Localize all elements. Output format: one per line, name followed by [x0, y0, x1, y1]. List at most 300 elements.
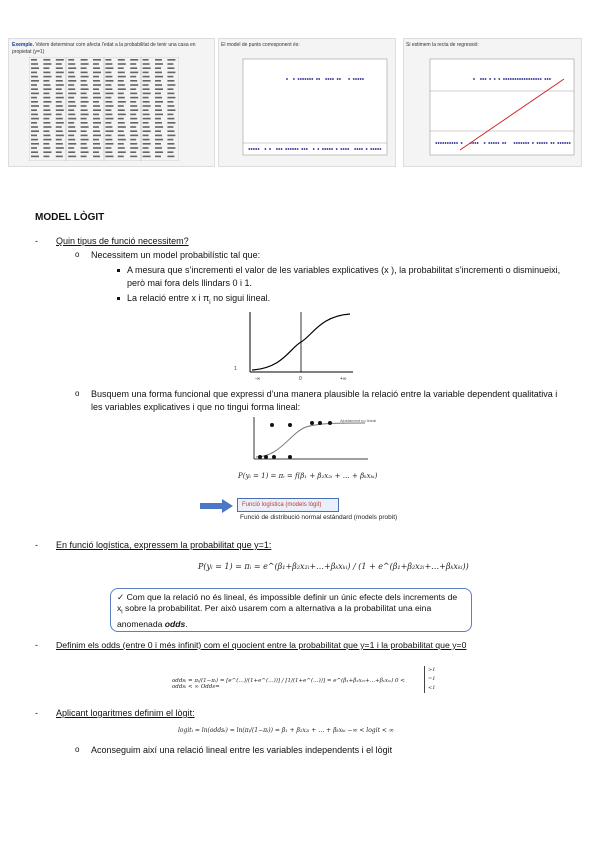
- table-cell-mark: [155, 151, 163, 153]
- odds-heading: Definim els odds (entre 0 i més infinit) com el quocient entre la probabilitat que y=1 i la probabilitat que y=0: [56, 640, 467, 650]
- table-cell-mark: [31, 84, 37, 86]
- table-cell-mark: [56, 59, 64, 61]
- logit-box: Funció logística (models lògit): [237, 498, 339, 512]
- logit-heading: Aplicant logaritmes definim el lògit:: [56, 708, 195, 718]
- table-cell-mark: [43, 97, 50, 99]
- table-cell-mark: [56, 143, 63, 145]
- table-cell-mark: [31, 63, 38, 65]
- scatter-point: [525, 142, 527, 144]
- scatter-point: [370, 148, 372, 150]
- scatter-point: [373, 148, 375, 150]
- table-cell-mark: [68, 126, 75, 128]
- table-cell-mark: [105, 151, 112, 153]
- table-cell-mark: [43, 101, 51, 103]
- scatter-point: [343, 148, 345, 150]
- table-cell-mark: [93, 101, 99, 103]
- scatter-point: [508, 78, 510, 80]
- table-cell-mark: [81, 101, 89, 103]
- scatter-point: [255, 148, 257, 150]
- table-cell-mark: [143, 67, 151, 69]
- table-cell-mark: [68, 130, 76, 132]
- table-cell-mark: [167, 147, 175, 149]
- scatter-point: [461, 142, 463, 144]
- table-cell-mark: [130, 84, 138, 86]
- table-cell-mark: [56, 126, 62, 128]
- table-cell-mark: [31, 72, 37, 74]
- scatter-point: [521, 78, 523, 80]
- table-cell-mark: [93, 59, 101, 61]
- dash-bullet: -: [35, 640, 38, 650]
- table-cell-mark: [167, 130, 174, 132]
- scatter-point: [337, 78, 339, 80]
- table-cell-mark: [143, 101, 150, 103]
- scatter-point: [488, 142, 490, 144]
- table-cell-mark: [118, 93, 124, 95]
- table-cell-mark: [130, 80, 137, 82]
- table-cell-mark: [167, 80, 174, 82]
- table-cell-mark: [31, 109, 37, 111]
- table-cell-mark: [167, 135, 175, 137]
- table-cell-mark: [130, 105, 137, 107]
- table-cell-mark: [118, 84, 125, 86]
- table-cell-mark: [155, 97, 162, 99]
- scatter-point: [301, 148, 303, 150]
- scatter-point: [276, 148, 278, 150]
- scatter-point: [288, 148, 290, 150]
- table-cell-mark: [105, 109, 111, 111]
- table-cell-mark: [68, 122, 74, 124]
- table-cell-mark: [105, 118, 113, 120]
- logit-formula: logitᵢ = ln(oddsᵢ) = ln(πᵢ/(1−πᵢ)) = β₁ + β₂x₂ᵢ + … + βₖxₖᵢ −∞ < logit < ∞: [178, 727, 394, 734]
- table-cell-mark: [56, 80, 63, 82]
- odds-cases: >1 =1 <1: [424, 666, 435, 693]
- table-cell-mark: [118, 118, 124, 120]
- table-cell-mark: [130, 114, 136, 116]
- table-cell-mark: [118, 80, 124, 82]
- arrow-icon: [200, 498, 234, 514]
- dash-bullet: -: [35, 708, 38, 718]
- scatter-point: [258, 148, 260, 150]
- table-cell-mark: [155, 88, 163, 90]
- scatter-point: [366, 148, 368, 150]
- table-cell-mark: [118, 122, 125, 124]
- scatter-point: [519, 78, 521, 80]
- dash-bullet: -: [35, 540, 38, 550]
- scatter-point: [562, 142, 564, 144]
- table-cell-mark: [155, 156, 161, 158]
- table-cell-mark: [118, 59, 125, 61]
- scatter-point: [517, 78, 519, 80]
- table-cell-mark: [56, 101, 62, 103]
- sub-sub-point: A mesura que s’incrementi el valor de les variables explicatives (x ), la probabilitat s’incrementi o disminueixi, però mai fora dels llindars 0 i 1.: [127, 265, 561, 288]
- table-cell-mark: [167, 118, 174, 120]
- table-cell-mark: [56, 122, 64, 124]
- table-cell-mark: [130, 109, 138, 111]
- scatter-point: [532, 142, 534, 144]
- table-cell-mark: [130, 63, 136, 65]
- table-cell-mark: [130, 130, 137, 132]
- table-cell-mark: [105, 130, 113, 132]
- scatter-point: [521, 142, 523, 144]
- scatter-point: [452, 142, 454, 144]
- table-cell-mark: [167, 151, 173, 153]
- scatter-point: [544, 78, 546, 80]
- table-cell-mark: [93, 139, 99, 141]
- regression-panel: [403, 38, 582, 167]
- scatter-point: [440, 142, 442, 144]
- table-cell-mark: [105, 139, 112, 141]
- table-cell-mark: [31, 105, 39, 107]
- scatter-point: [540, 78, 542, 80]
- scatter-point: [331, 148, 333, 150]
- table-cell-mark: [155, 118, 161, 120]
- table-cell-mark: [155, 109, 162, 111]
- table-cell-mark: [68, 80, 76, 82]
- table-cell-mark: [105, 67, 113, 69]
- table-cell-mark: [93, 97, 101, 99]
- table-cell-mark: [31, 147, 37, 149]
- table-cell-mark: [81, 84, 88, 86]
- scatter-point: [504, 142, 506, 144]
- table-cell-mark: [130, 59, 138, 61]
- scatter-point: [489, 78, 491, 80]
- sigmoid-side-label: 1: [234, 366, 237, 372]
- table-cell-mark: [68, 76, 75, 78]
- scatter-point: [325, 78, 327, 80]
- table-cell-mark: [68, 67, 76, 69]
- scatter-point: [359, 148, 361, 150]
- table-cell-mark: [130, 156, 137, 158]
- table-cell-mark: [105, 135, 111, 137]
- scatter-point: [494, 78, 496, 80]
- table-cell-mark: [118, 63, 126, 65]
- table-cell-mark: [167, 97, 175, 99]
- scatter-point: [456, 142, 458, 144]
- table-cell-mark: [56, 114, 62, 116]
- table-cell-mark: [68, 147, 74, 149]
- table-cell-mark: [167, 122, 175, 124]
- table-cell-mark: [93, 63, 99, 65]
- table-cell-mark: [81, 151, 89, 153]
- scatter-point: [544, 142, 546, 144]
- table-cell-mark: [93, 118, 100, 120]
- scatter-point: [304, 148, 306, 150]
- sub-point: Necessitem un model probabilístic tal que:: [91, 250, 261, 260]
- table-cell-mark: [31, 101, 38, 103]
- table-cell-mark: [143, 139, 150, 141]
- scatter-point: [339, 78, 341, 80]
- table-cell-mark: [155, 126, 163, 128]
- table-cell-mark: [81, 59, 88, 61]
- scatter-point: [477, 142, 479, 144]
- sigmoid-tick-pos: +∞: [340, 376, 347, 382]
- table-cell-mark: [155, 59, 162, 61]
- table-cell-mark: [143, 147, 149, 149]
- table-cell-mark: [43, 109, 50, 111]
- table-cell-mark: [130, 143, 137, 145]
- table-cell-mark: [118, 97, 125, 99]
- scatter-point: [318, 78, 320, 80]
- scatter-point: [322, 148, 324, 150]
- sigmoid-tick-neg: -∞: [255, 376, 261, 382]
- table-cell-mark: [143, 84, 149, 86]
- scatter-point: [454, 142, 456, 144]
- scatter-point: [498, 78, 500, 80]
- table-cell-mark: [43, 80, 49, 82]
- table-cell-mark: [68, 72, 74, 74]
- regression-title: Si estimem la recta de regressió:: [406, 42, 479, 48]
- dash-bullet: -: [35, 236, 38, 246]
- table-cell-mark: [130, 151, 136, 153]
- table-cell-mark: [143, 122, 149, 124]
- table-cell-mark: [143, 63, 150, 65]
- scatter-point: [503, 78, 505, 80]
- scatter-point: [449, 142, 451, 144]
- scatter-point: [313, 148, 315, 150]
- table-cell-mark: [43, 105, 49, 107]
- table-cell-mark: [31, 118, 39, 120]
- table-cell-mark: [81, 76, 89, 78]
- table-cell-mark: [31, 130, 39, 132]
- scatter-point: [491, 142, 493, 144]
- scatter-point: [362, 78, 364, 80]
- scatter-point: [567, 142, 569, 144]
- table-cell-mark: [143, 105, 151, 107]
- scatter-point: [329, 148, 331, 150]
- table-cell-mark: [43, 139, 51, 141]
- section-title: MODEL LÒGIT: [35, 212, 105, 223]
- scatter-point: [253, 148, 255, 150]
- table-cell-mark: [81, 126, 89, 128]
- table-cell-mark: [31, 59, 37, 61]
- table-cell-mark: [43, 84, 50, 86]
- table-cell-mark: [93, 67, 100, 69]
- scatter-point: [302, 78, 304, 80]
- scatter-point: [265, 148, 267, 150]
- table-cell-mark: [81, 105, 87, 107]
- scatter-point: [311, 78, 313, 80]
- table-cell-mark: [43, 72, 50, 74]
- table-cell-mark: [155, 122, 162, 124]
- table-cell-mark: [93, 147, 101, 149]
- table-cell-mark: [105, 105, 113, 107]
- table-cell-mark: [31, 156, 39, 158]
- table-cell-mark: [167, 72, 175, 74]
- scatter-point: [278, 148, 280, 150]
- table-cell-mark: [105, 143, 113, 145]
- scatter-point: [533, 78, 535, 80]
- table-cell-mark: [56, 67, 63, 69]
- table-cell-mark: [68, 156, 76, 158]
- scatter-point: [445, 142, 447, 144]
- scatter-point: [330, 78, 332, 80]
- scatter-point: [539, 142, 541, 144]
- table-cell-mark: [130, 97, 138, 99]
- table-cell-mark: [130, 122, 138, 124]
- scatter-point: [535, 78, 537, 80]
- sub-point-2: Busquem una forma funcional que expressi d’una manera plausible la relació entre la variable dependent qualitativa i les variables explicatives i que no tingui forma lineal:: [91, 389, 558, 412]
- table-cell-mark: [31, 88, 38, 90]
- table-cell-mark: [143, 135, 149, 137]
- scatter-point: [524, 78, 526, 80]
- table-cell-mark: [155, 80, 161, 82]
- scatter-point: [327, 148, 329, 150]
- scatter-point: [518, 142, 520, 144]
- table-cell-mark: [118, 76, 126, 78]
- scatter-point: [305, 78, 307, 80]
- circle-bullet: o: [75, 745, 80, 754]
- table-cell-mark: [43, 63, 51, 65]
- sub-sub-point-2: La relació entre x i $\pi_i$ no sigui lineal.: [127, 293, 271, 306]
- table-cell-mark: [68, 97, 74, 99]
- table-cell-mark: [105, 76, 112, 78]
- scatter-point: [328, 78, 330, 80]
- table-cell-mark: [56, 93, 63, 95]
- table-cell-mark: [93, 76, 99, 78]
- table-cell-mark: [68, 59, 74, 61]
- table-cell-mark: [43, 114, 51, 116]
- table-cell-mark: [155, 76, 163, 78]
- table-cell-mark: [43, 67, 49, 69]
- table-cell-mark: [93, 84, 101, 86]
- scatter-point: [550, 142, 552, 144]
- scatter-point: [505, 78, 507, 80]
- fig-annotation: Ajustament no lineal: [340, 418, 377, 423]
- table-cell-mark: [81, 109, 88, 111]
- logistic-formula: P(yᵢ = 1) = πᵢ = e^(β₁+β₂x₂ᵢ+…+βₖxₖᵢ) / (1 + e^(β₁+β₂x₂ᵢ+…+βₖxₖᵢ)): [198, 562, 469, 571]
- table-cell-mark: [31, 76, 38, 78]
- scatter-point: [298, 78, 300, 80]
- scatter-point: [510, 78, 512, 80]
- table-cell-mark: [81, 147, 88, 149]
- table-cell-mark: [105, 80, 113, 82]
- table-cell-mark: [56, 105, 63, 107]
- table-cell-mark: [68, 118, 76, 120]
- scatter-point: [472, 142, 474, 144]
- table-cell-mark: [130, 72, 138, 74]
- table-cell-mark: [118, 147, 125, 149]
- scatter-point: [512, 78, 514, 80]
- scatter-point: [290, 148, 292, 150]
- table-cell-mark: [93, 105, 100, 107]
- table-cell-mark: [56, 130, 63, 132]
- scatter-point: [380, 148, 382, 150]
- table-cell-mark: [167, 63, 173, 65]
- table-cell-mark: [155, 139, 163, 141]
- table-cell-mark: [43, 147, 50, 149]
- scatter-point: [549, 78, 551, 80]
- table-cell-mark: [68, 88, 75, 90]
- scatter-point: [485, 78, 487, 80]
- scatter-point: [345, 148, 347, 150]
- table-cell-mark: [155, 63, 163, 65]
- scatter-point: [377, 148, 379, 150]
- table-cell-mark: [43, 93, 49, 95]
- table-cell-mark: [130, 135, 138, 137]
- table-cell-mark: [130, 88, 136, 90]
- scatter-point: [307, 78, 309, 80]
- table-cell-mark: [118, 101, 126, 103]
- table-cell-mark: [81, 143, 87, 145]
- sigmoid-tick-zero: 0: [299, 376, 302, 382]
- table-cell-mark: [31, 139, 38, 141]
- table-cell-mark: [167, 67, 174, 69]
- scatter-point: [435, 142, 437, 144]
- table-cell-mark: [43, 130, 49, 132]
- scatter-point: [547, 78, 549, 80]
- scatter-point: [523, 142, 525, 144]
- table-cell-mark: [143, 130, 151, 132]
- table-cell-mark: [81, 63, 89, 65]
- scatter-point: [438, 142, 440, 144]
- scatter-point: [300, 78, 302, 80]
- table-cell-mark: [31, 122, 37, 124]
- table-cell-mark: [56, 139, 62, 141]
- table-cell-mark: [143, 72, 149, 74]
- table-cell-mark: [167, 109, 175, 111]
- table-cell-mark: [56, 97, 64, 99]
- table-cell-mark: [130, 126, 136, 128]
- table-cell-mark: [143, 114, 150, 116]
- scatter-point: [528, 78, 530, 80]
- table-cell-mark: [118, 67, 124, 69]
- table-cell-mark: [143, 118, 151, 120]
- scatter-point: [281, 148, 283, 150]
- table-cell-mark: [155, 84, 162, 86]
- square-bullet: [117, 297, 120, 300]
- table-cell-mark: [167, 105, 174, 107]
- table-cell-mark: [31, 93, 39, 95]
- callout-box: [110, 588, 472, 632]
- table-cell-mark: [105, 63, 112, 65]
- scatter-point: [340, 148, 342, 150]
- table-cell-mark: [56, 151, 62, 153]
- scatter-point: [482, 78, 484, 80]
- table-cell-mark: [155, 135, 162, 137]
- table-cell-mark: [105, 93, 113, 95]
- table-cell-mark: [105, 122, 111, 124]
- table-cell-mark: [81, 97, 88, 99]
- table-cell-mark: [105, 72, 111, 74]
- table-cell-mark: [68, 105, 76, 107]
- table-cell-mark: [56, 88, 62, 90]
- table-cell-mark: [68, 63, 75, 65]
- table-cell-mark: [118, 156, 124, 158]
- table-cell-mark: [118, 151, 126, 153]
- table-cell-mark: [155, 143, 161, 145]
- scatter-point: [297, 148, 299, 150]
- table-cell-mark: [155, 130, 161, 132]
- table-cell-mark: [143, 143, 151, 145]
- table-cell-mark: [143, 97, 149, 99]
- table-cell-mark: [68, 135, 74, 137]
- table-cell-mark: [81, 130, 87, 132]
- table-cell-mark: [56, 118, 63, 120]
- scatter-point: [324, 148, 326, 150]
- scatter-point: [564, 142, 566, 144]
- callout-text: ✓ Com que la relació no és lineal, és impossible definir un únic efecte dels increments de $x_i$ sobre la probabilitat. Per això usarem com a alternativa a la probabilitat una eina anomenada odds.: [117, 592, 458, 629]
- scatter-point: [306, 148, 308, 150]
- scatter-point: [353, 78, 355, 80]
- table-cell-mark: [167, 156, 174, 158]
- scatter-point: [286, 78, 288, 80]
- table-cell-mark: [118, 130, 124, 132]
- table-cell-mark: [43, 122, 50, 124]
- table-cell-mark: [43, 156, 49, 158]
- table-cell-mark: [105, 126, 112, 128]
- scatter-point: [493, 142, 495, 144]
- scatter-point: [498, 142, 500, 144]
